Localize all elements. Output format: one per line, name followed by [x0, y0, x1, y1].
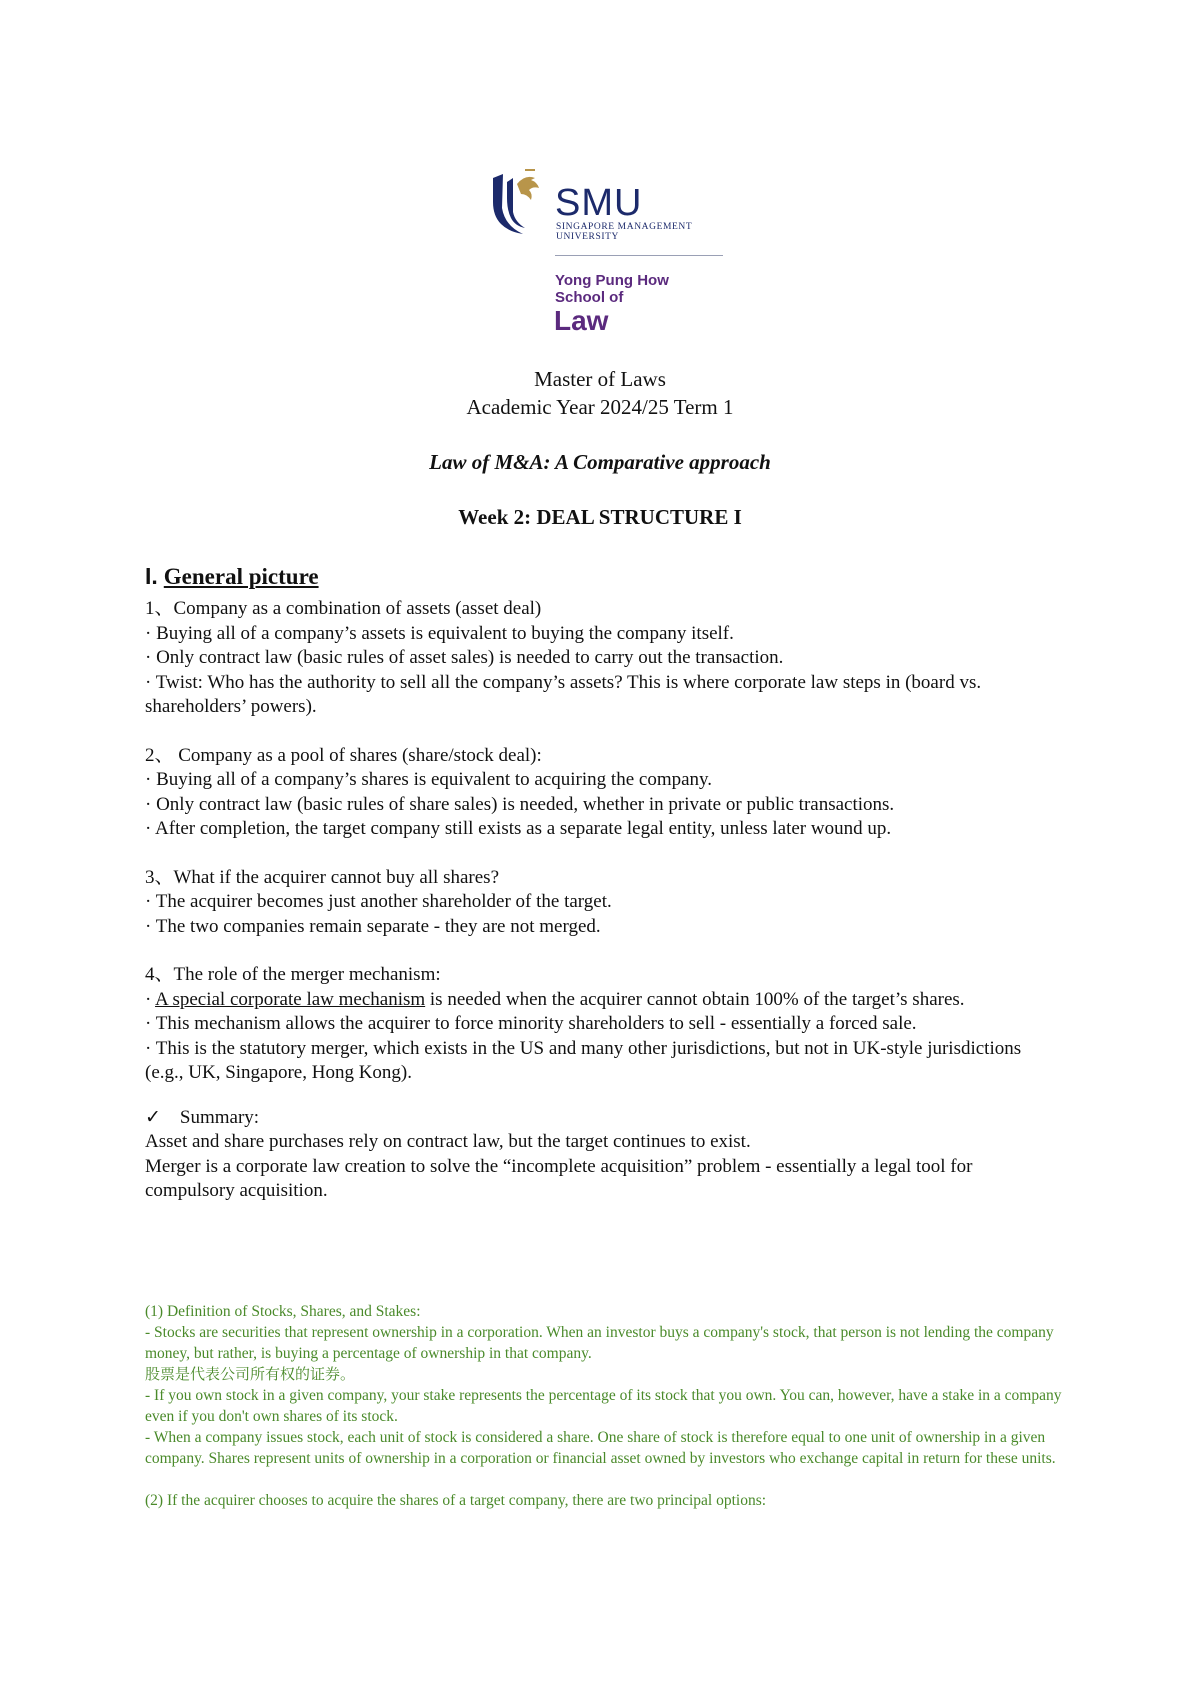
week-title: Week 2: DEAL STRUCTURE I	[458, 505, 742, 529]
item-bullet: · The acquirer becomes just another shareholder of the target.	[145, 891, 612, 912]
item-heading: 2、 Company as a pool of shares (share/stock deal):	[145, 744, 542, 766]
summary-line: Merger is a corporate law creation to solve the “incomplete acquisition” problem - essentially a legal tool for compulsory acquisition.	[145, 1155, 973, 1201]
item-bullet	[145, 988, 1060, 1013]
note-share: - When a company issues stock, each unit of stock is considered a share. One share of stock is therefore equal to one unit of ownership in a given company. Shares represent units of ownership in a corporation or financial asset owned by investors who exchange capital in return for these units.	[145, 1429, 1056, 1467]
notes-block	[145, 1301, 1065, 1511]
logo-school-line2: School of	[555, 289, 624, 306]
underlined-phrase: A special corporate law mechanism	[155, 988, 426, 1010]
item-bullet: · After completion, the target company still exists as a separate legal entity, unless later wound up.	[145, 818, 892, 839]
note-options: (2) If the acquirer chooses to acquire the shares of a target company, there are two principal options:	[145, 1492, 767, 1509]
item-bullet: · Twist: Who has the authority to sell all the company’s assets? This is where corporate law steps in (board vs. shareholders’ powers).	[145, 671, 982, 717]
note-stocks: - Stocks are securities that represent ownership in a corporation. When an investor buys a company's stock, that person is not lending the company money, but rather, is buying a percentage of ownership in that company.	[145, 1324, 1054, 1362]
item-bullet: · This mechanism allows the acquirer to force minority shareholders to sell - essentially a forced sale.	[145, 1013, 917, 1034]
note-chinese: 股票是代表公司所有权的证券。	[145, 1365, 356, 1383]
note-stake: - If you own stock in a given company, your stake represents the percentage of its stock that you own. You can, however, have a stake in a company even if you don't own shares of its stock.	[145, 1387, 1062, 1425]
item-heading: 4、The role of the merger mechanism:	[145, 964, 441, 985]
item-bullet: · Only contract law (basic rules of asset sales) is needed to carry out the transaction.	[145, 647, 784, 668]
item-heading: 3、What if the acquirer cannot buy all shares?	[145, 866, 499, 888]
note-definition-title: (1) Definition of Stocks, Shares, and Stakes:	[145, 1303, 421, 1320]
course-title: Law of M&A: A Comparative approach	[429, 450, 771, 474]
item-bullet: · Buying all of a company’s shares is equivalent to acquiring the company.	[145, 769, 713, 790]
section-title: General picture	[163, 564, 319, 589]
logo-smu-text: SMU	[555, 182, 643, 224]
item-bullet: · The two companies remain separate - they are not merged.	[145, 915, 601, 937]
summary-line: Asset and share purchases rely on contract law, but the target continues to exist.	[145, 1131, 751, 1152]
logo-divider	[555, 255, 723, 256]
item-bullet: · Only contract law (basic rules of share sales) is needed, whether in private or public transactions.	[145, 793, 895, 815]
section-body	[145, 597, 1060, 1204]
bullet-prefix: ·	[145, 988, 156, 1010]
smu-lion-emblem-icon	[487, 168, 553, 248]
logo-school-name	[555, 272, 669, 306]
logo-law-text: Law	[554, 305, 609, 336]
item-heading: 1、Company as a combination of assets (asset deal)	[145, 598, 542, 619]
term-title: Academic Year 2024/25 Term 1	[466, 395, 734, 419]
bullet-rest: is needed when the acquirer cannot obtain 100% of the target’s shares.	[425, 988, 965, 1010]
section-number: I.	[145, 563, 158, 589]
summary-label-line	[145, 1106, 1060, 1131]
checkmark-icon: ✓	[145, 1106, 161, 1128]
item-bullet: · This is the statutory merger, which exists in the US and many other jurisdictions, but not in UK-style jurisdictions (e.g., UK, Singapore, Hong Kong).	[145, 1037, 1022, 1083]
smu-logo	[487, 168, 727, 338]
section-heading	[145, 563, 319, 590]
logo-school-line1: Yong Pung How	[555, 272, 669, 289]
item-bullet: · Buying all of a company’s assets is equivalent to buying the company itself.	[145, 622, 734, 644]
summary-label: Summary:	[179, 1106, 260, 1128]
program-title: Master of Laws	[534, 367, 666, 391]
logo-university-text: SINGAPORE MANAGEMENT UNIVERSITY	[556, 222, 693, 242]
